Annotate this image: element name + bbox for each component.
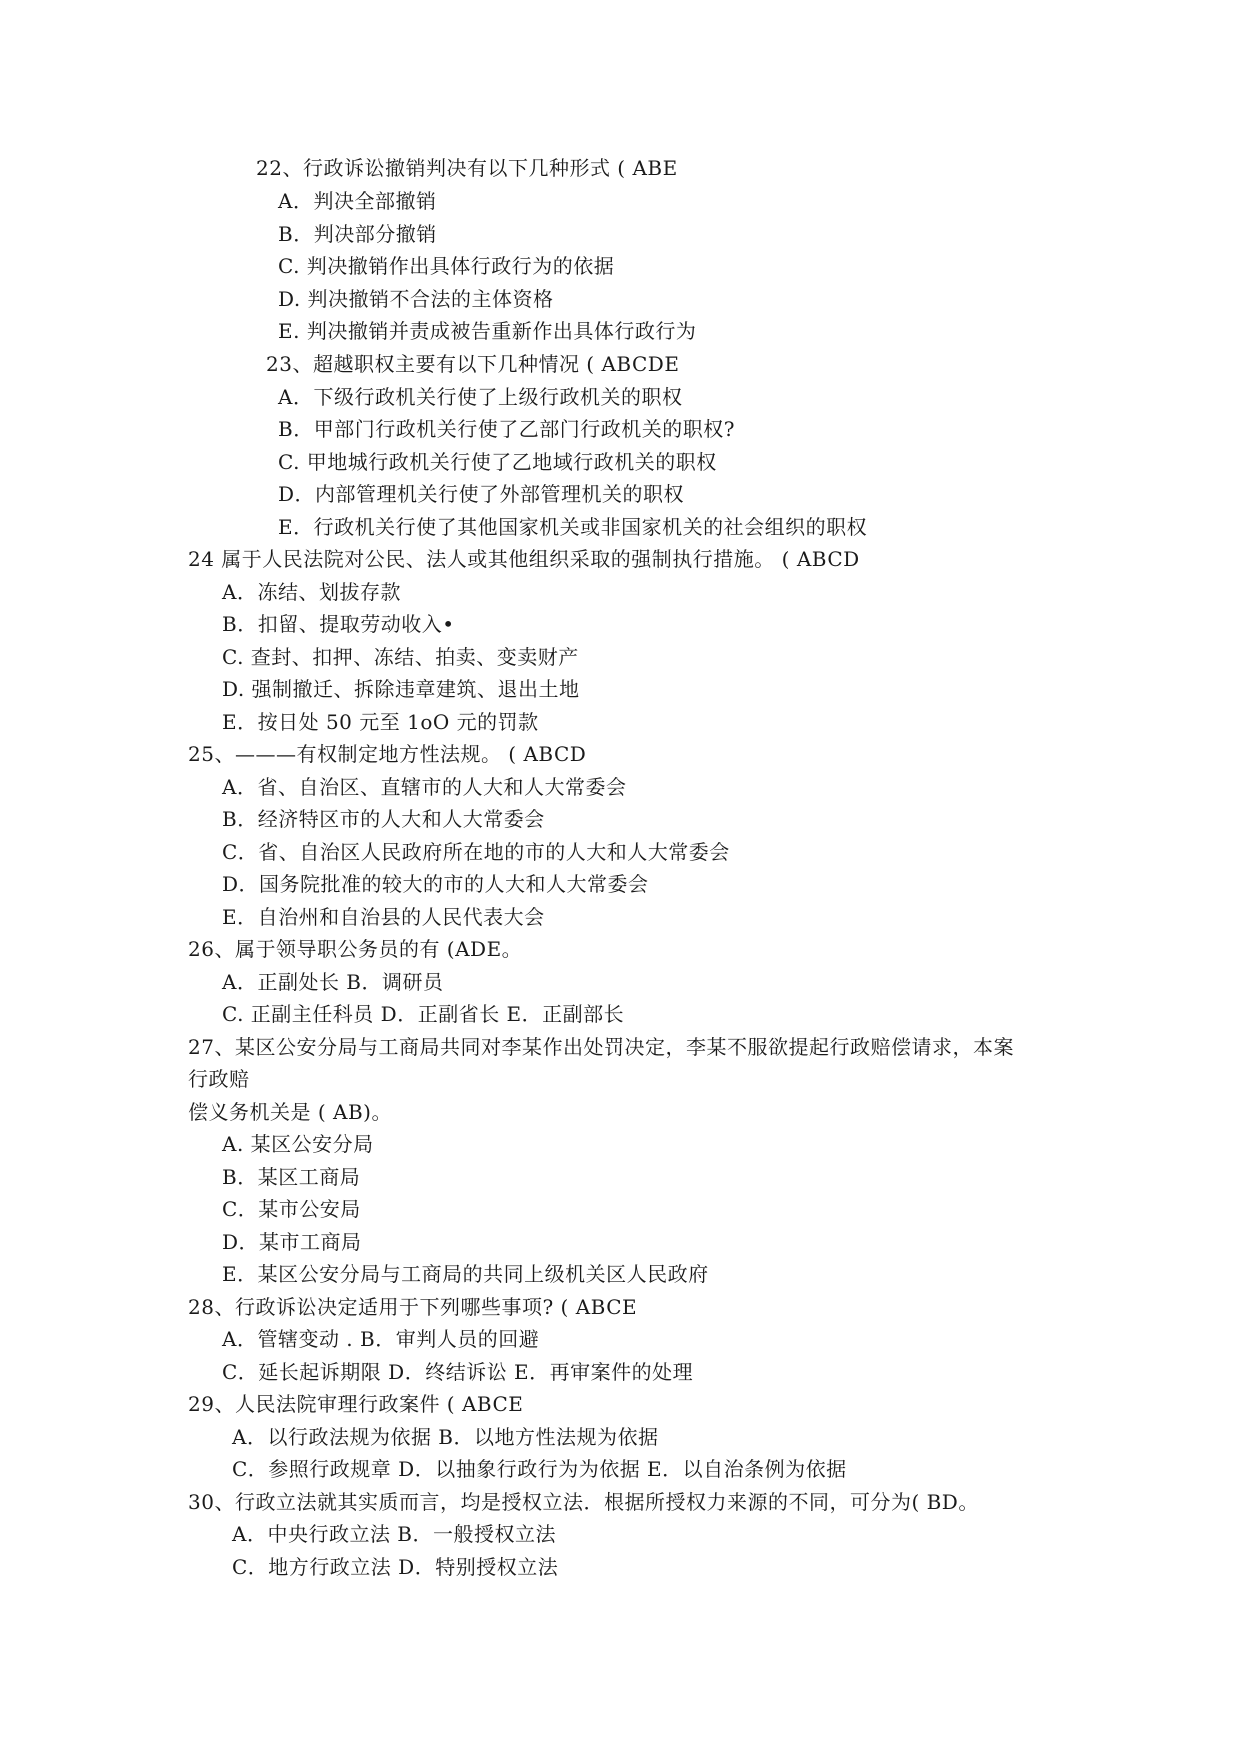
question-28-options-cde: C．延长起诉期限 D．终结诉讼 E．再审案件的处理 (222, 1360, 694, 1384)
question-27-option-c: C．某市公安局 (222, 1197, 361, 1221)
question-30-options-cd: C．地方行政立法 D．特别授权立法 (232, 1555, 559, 1579)
question-29: 29、人民法院审理行政案件 ( ABCE (188, 1392, 524, 1416)
question-28-options-ab: A．管辖变动 . B．审判人员的回避 (222, 1327, 540, 1351)
question-24-option-d: D. 强制撤迁、拆除违章建筑、退出土地 (222, 677, 580, 701)
question-26-options-ab: A．正副处长 B．调研员 (222, 970, 444, 994)
question-23-option-e: E．行政机关行使了其他国家机关或非国家机关的社会组织的职权 (278, 515, 868, 539)
question-23-option-b: B．甲部门行政机关行使了乙部门行政机关的职权? (278, 417, 735, 441)
question-22-option-d: D. 判决撤销不合法的主体资格 (278, 287, 554, 311)
question-25-option-a: A．省、自治区、直辖市的人大和人大常委会 (222, 775, 627, 799)
question-29-options-cde: C．参照行政规章 D．以抽象行政行为为依据 E．以自治条例为依据 (232, 1457, 847, 1481)
question-25-option-c: C．省、自治区人民政府所在地的市的人大和人大常委会 (222, 840, 730, 864)
question-27-continued: 行政赔 (188, 1067, 250, 1091)
question-24: 24 属于人民法院对公民、法人或其他组织采取的强制执行措施。 ( ABCD (188, 547, 860, 571)
question-22-option-e: E. 判决撤销并责成被告重新作出具体行政行为 (278, 319, 697, 343)
question-24-option-b: B．扣留、提取劳动收入• (222, 612, 455, 636)
question-27: 27、某区公安分局与工商局共同对李某作出处罚决定，李某不服欲提起行政赔偿请求，本案 (188, 1035, 1014, 1059)
question-30: 30、行政立法就其实质而言，均是授权立法．根据所授权力来源的不同，可分为( BD。 (188, 1490, 979, 1514)
question-22-option-a: A．判决全部撤销 (278, 189, 437, 213)
question-25: 25、———有权制定地方性法规。 ( ABCD (188, 742, 587, 766)
question-27-option-a: A. 某区公安分局 (222, 1132, 374, 1156)
question-27-option-d: D．某市工商局 (222, 1230, 362, 1254)
question-27-option-b: B．某区工商局 (222, 1165, 361, 1189)
question-24-option-c: C. 查封、扣押、冻结、拍卖、变卖财产 (222, 645, 579, 669)
question-26-options-cde: C. 正副主任科员 D．正副省长 E．正副部长 (222, 1002, 625, 1026)
question-24-option-e: E．按日处 50 元至 1oO 元的罚款 (222, 710, 539, 734)
question-26: 26、属于领导职公务员的有 (ADE。 (188, 937, 523, 961)
question-30-options-ab: A．中央行政立法 B．一般授权立法 (232, 1522, 556, 1546)
question-23-option-d: D．内部管理机关行使了外部管理机关的职权 (278, 482, 685, 506)
question-22: 22、行政诉讼撤销判决有以下几种形式 ( ABE (256, 156, 678, 180)
question-23: 23、超越职权主要有以下几种情况 ( ABCDE (266, 352, 680, 376)
question-22-option-c: C. 判决撤销作出具体行政行为的依据 (278, 254, 615, 278)
question-25-option-e: E．自治州和自治县的人民代表大会 (222, 905, 545, 929)
question-25-option-d: D．国务院批准的较大的市的人大和人大常委会 (222, 872, 649, 896)
question-29-options-ab: A．以行政法规为依据 B．以地方性法规为依据 (232, 1425, 659, 1449)
question-22-option-b: B．判决部分撤销 (278, 222, 437, 246)
question-24-option-a: A．冻结、划拔存款 (222, 580, 401, 604)
question-25-option-b: B．经济特区市的人大和人大常委会 (222, 807, 545, 831)
question-23-option-c: C. 甲地城行政机关行使了乙地域行政机关的职权 (278, 450, 717, 474)
question-23-option-a: A．下级行政机关行使了上级行政机关的职权 (278, 385, 683, 409)
question-27-option-e: E．某区公安分局与工商局的共同上级机关区人民政府 (222, 1262, 709, 1286)
question-28: 28、行政诉讼决定适用于下列哪些事项? ( ABCE (188, 1295, 638, 1319)
question-27-continued-2: 偿义务机关是 ( AB)。 (188, 1100, 392, 1124)
